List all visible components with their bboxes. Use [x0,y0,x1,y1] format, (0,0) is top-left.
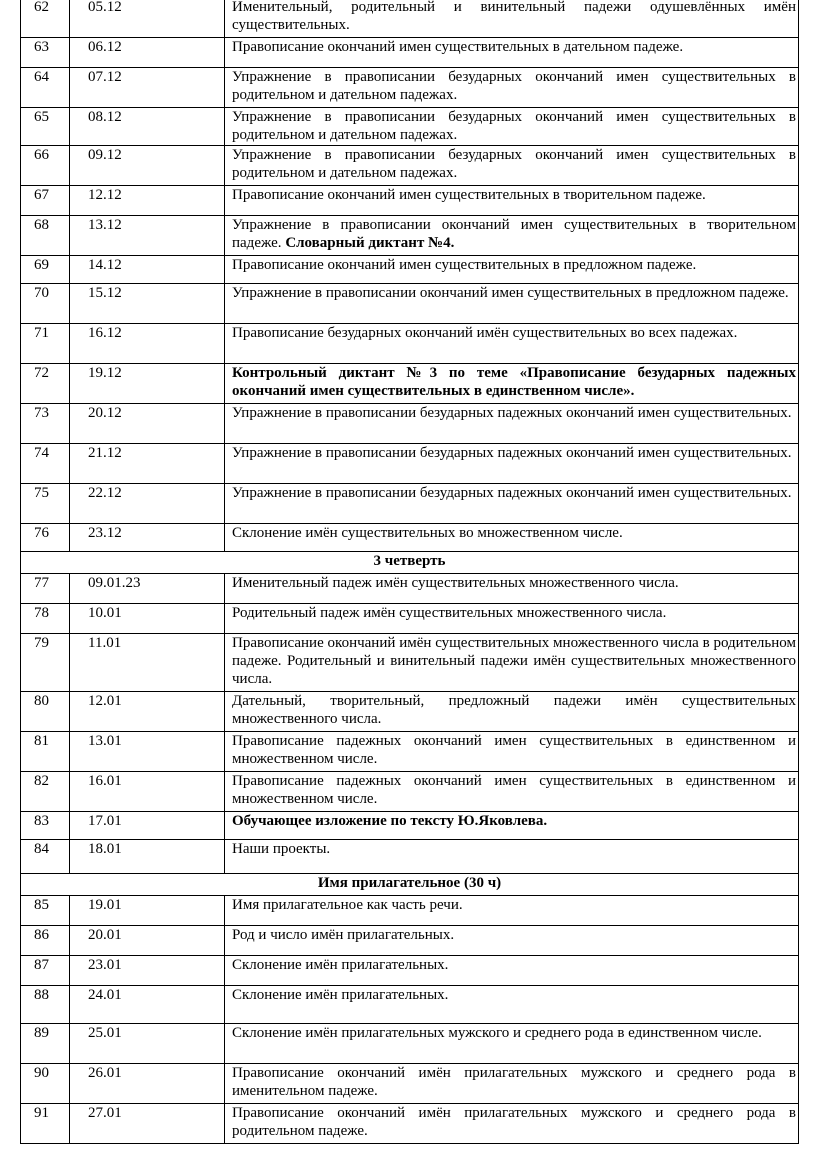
lesson-row [21,256,799,284]
lesson-date: 24.01 [70,986,225,1024]
lesson-topic [225,484,799,524]
lesson-topic [225,1064,799,1104]
topic-text: Склонение имён существительных во множественном числе. [232,525,623,541]
topic-text: Родительный падеж имён существительных множественного числа. [232,605,667,621]
lesson-date: 26.01 [70,1064,225,1104]
lesson-topic [225,444,799,484]
lesson-date: 17.01 [70,812,225,840]
lesson-topic [225,692,799,732]
lesson-topic [225,524,799,552]
lesson-row [21,216,799,256]
lesson-row [21,986,799,1024]
lesson-date: 12.12 [70,186,225,216]
lesson-topic [225,840,799,874]
lesson-number: 80 [21,692,70,732]
lesson-date: 22.12 [70,484,225,524]
lesson-topic [225,38,799,68]
lesson-topic [225,812,799,840]
lesson-number: 91 [21,1104,70,1144]
lesson-topic [225,146,799,186]
lesson-topic [225,604,799,634]
lesson-row [21,1104,799,1144]
lesson-date: 16.01 [70,772,225,812]
lesson-row [21,404,799,444]
lesson-topic [225,896,799,926]
lesson-row [21,524,799,552]
topic-text: Упражнение в правописании окончаний имен существительных в творительном падеже. [232,217,796,251]
lesson-date: 23.12 [70,524,225,552]
lesson-row [21,38,799,68]
lesson-date: 05.12 [70,0,225,38]
lesson-number: 62 [21,0,70,38]
lesson-number: 70 [21,284,70,324]
lesson-topic [225,404,799,444]
lesson-date: 23.01 [70,956,225,986]
lesson-number: 86 [21,926,70,956]
lesson-number: 81 [21,732,70,772]
lesson-topic [225,634,799,692]
lesson-row [21,484,799,524]
lesson-number: 76 [21,524,70,552]
lesson-row [21,692,799,732]
lesson-date: 13.01 [70,732,225,772]
lesson-number: 84 [21,840,70,874]
topic-text: Правописание падежных окончаний имен существительных в единственном и множественном числе. [232,773,796,807]
lesson-date: 20.01 [70,926,225,956]
lesson-topic [225,186,799,216]
lesson-number: 82 [21,772,70,812]
lesson-row [21,146,799,186]
topic-text: Упражнение в правописании окончаний имен существительных в предложном падеже. [232,285,789,301]
lesson-date: 06.12 [70,38,225,68]
lesson-topic [225,574,799,604]
lesson-topic [225,108,799,146]
topic-text: Имя прилагательное как часть речи. [232,897,463,913]
lesson-row [21,574,799,604]
lesson-number: 68 [21,216,70,256]
lesson-plan-body [21,0,799,1144]
lesson-number: 78 [21,604,70,634]
lesson-date: 19.12 [70,364,225,404]
topic-text: Упражнение в правописании безударных окончаний имен существительных в родительном и дательном падежах. [232,69,796,103]
lesson-number: 88 [21,986,70,1024]
topic-text: Дательный, творительный, предложный падежи имён существительных множественного числа. [232,693,796,727]
lesson-number: 71 [21,324,70,364]
lesson-date: 09.12 [70,146,225,186]
lesson-row [21,926,799,956]
lesson-row [21,108,799,146]
section-header-row [21,874,799,896]
lesson-number: 66 [21,146,70,186]
lesson-date: 11.01 [70,634,225,692]
lesson-row [21,634,799,692]
lesson-row [21,0,799,38]
topic-text: Правописание окончаний имён прилагательных мужского и среднего рода в родительном падеже. [232,1105,796,1139]
lesson-date: 25.01 [70,1024,225,1064]
lesson-row [21,812,799,840]
lesson-number: 69 [21,256,70,284]
topic-text: Именительный, родительный и винительный падежи одушевлённых имён существительных. [232,0,796,33]
lesson-number: 87 [21,956,70,986]
lesson-row [21,68,799,108]
lesson-number: 74 [21,444,70,484]
lesson-topic [225,772,799,812]
topic-text: Правописание окончаний имен существительных в дательном падеже. [232,39,684,55]
lesson-date: 21.12 [70,444,225,484]
lesson-number: 90 [21,1064,70,1104]
lesson-number: 79 [21,634,70,692]
lesson-row [21,1024,799,1064]
lesson-number: 77 [21,574,70,604]
lesson-number: 75 [21,484,70,524]
lesson-row [21,732,799,772]
lesson-plan-table [20,0,799,1144]
lesson-date: 13.12 [70,216,225,256]
lesson-row [21,364,799,404]
lesson-date: 19.01 [70,896,225,926]
lesson-date: 14.12 [70,256,225,284]
lesson-row [21,896,799,926]
lesson-date: 15.12 [70,284,225,324]
section-title: Имя прилагательное (30 ч) [21,874,799,896]
lesson-date: 09.01.23 [70,574,225,604]
lesson-number: 83 [21,812,70,840]
lesson-topic [225,0,799,38]
lesson-row [21,324,799,364]
lesson-row [21,284,799,324]
lesson-number: 65 [21,108,70,146]
lesson-topic [225,256,799,284]
lesson-topic [225,364,799,404]
lesson-row [21,956,799,986]
lesson-number: 67 [21,186,70,216]
topic-text: Упражнение в правописании безударных падежных окончаний имен существительных. [232,485,792,501]
lesson-row [21,1064,799,1104]
lesson-date: 16.12 [70,324,225,364]
lesson-number: 64 [21,68,70,108]
topic-text: Род и число имён прилагательных. [232,927,455,943]
lesson-number: 73 [21,404,70,444]
lesson-topic [225,956,799,986]
topic-bold-text: Контрольный диктант №3 по теме «Правописание безударных падежных окончаний имен существительных в единственном числе». [232,365,796,399]
lesson-topic [225,1024,799,1064]
lesson-row [21,772,799,812]
lesson-row [21,186,799,216]
topic-text: Склонение имён прилагательных мужского и среднего рода в единственном числе. [232,1025,762,1041]
lesson-row [21,604,799,634]
topic-bold-text: Словарный диктант №4. [281,235,455,251]
lesson-topic [225,284,799,324]
lesson-number: 63 [21,38,70,68]
topic-text: Упражнение в правописании безударных падежных окончаний имен существительных. [232,405,792,421]
lesson-topic [225,68,799,108]
lesson-date: 10.01 [70,604,225,634]
lesson-topic [225,216,799,256]
section-title: 3 четверть [21,552,799,574]
lesson-date: 18.01 [70,840,225,874]
topic-text: Именительный падеж имён существительных множественного числа. [232,575,679,591]
topic-text: Склонение имён прилагательных. [232,987,449,1003]
topic-text: Правописание окончаний имен существительных в предложном падеже. [232,257,697,273]
lesson-topic [225,926,799,956]
lesson-number: 72 [21,364,70,404]
section-header-row [21,552,799,574]
topic-text: Упражнение в правописании безударных падежных окончаний имен существительных. [232,445,792,461]
topic-text: Склонение имён прилагательных. [232,957,449,973]
lesson-row [21,444,799,484]
topic-text: Правописание окончаний имен существительных в творительном падеже. [232,187,706,203]
lesson-date: 07.12 [70,68,225,108]
topic-text: Упражнение в правописании безударных окончаний имен существительных в родительном и дательном падежах. [232,147,796,181]
lesson-date: 12.01 [70,692,225,732]
lesson-topic [225,732,799,772]
topic-text: Правописание падежных окончаний имен существительных в единственном и множественном числе. [232,733,796,767]
lesson-date: 08.12 [70,108,225,146]
lesson-number: 85 [21,896,70,926]
topic-text: Упражнение в правописании безударных окончаний имен существительных в родительном и дательном падежах. [232,109,796,143]
topic-text: Правописание окончаний имён прилагательных мужского и среднего рода в именительном падеже. [232,1065,796,1099]
lesson-row [21,840,799,874]
lesson-topic [225,324,799,364]
topic-text: Правописание безударных окончаний имён существительных во всех падежах. [232,325,738,341]
lesson-date: 20.12 [70,404,225,444]
topic-bold-text: Обучающее изложение по тексту Ю.Яковлева. [232,813,548,829]
lesson-date: 27.01 [70,1104,225,1144]
topic-text: Наши проекты. [232,841,331,857]
lesson-number: 89 [21,1024,70,1064]
topic-text: Правописание окончаний имён существительных множественного числа в родительном падеже. Родительный и винительный падежи имён существительных множественного числа. [232,635,796,687]
lesson-topic [225,986,799,1024]
lesson-topic [225,1104,799,1144]
